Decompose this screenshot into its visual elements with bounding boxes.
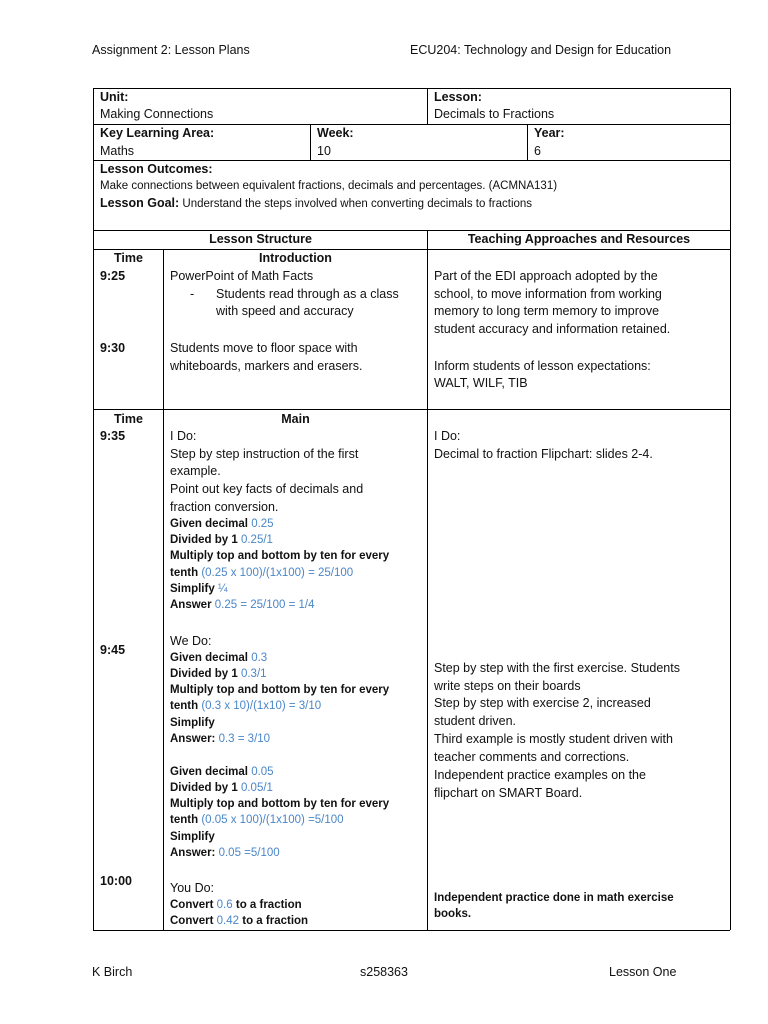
r-line-8: flipchart on SMART Board. (434, 786, 583, 800)
e2-multiply: Multiply top and bottom by ten for every (170, 684, 390, 696)
goal-text: Understand the steps involved when converting decimals to fractions (182, 198, 533, 210)
year-label: Year: (534, 126, 565, 140)
main-title: Main (281, 412, 310, 426)
r-flipchart: Decimal to fraction Flipchart: slides 2-4. (434, 447, 653, 461)
header-right: ECU204: Technology and Design for Education (410, 43, 672, 57)
table-border-bottom (93, 930, 730, 931)
e3-answer: Answer: 0.05 =5/100 (170, 847, 280, 859)
col-divider (427, 230, 428, 930)
ido-label: I Do: (170, 429, 197, 443)
time-935: 9:35 (100, 429, 126, 443)
kla-value: Maths (100, 144, 135, 158)
time-1000: 10:00 (100, 874, 132, 888)
e3-given: Given decimal 0.05 (170, 766, 274, 778)
week-value: 10 (317, 144, 331, 158)
r-line-10: books. (434, 908, 472, 920)
e2-tenth: tenth (0.3 x 10)/(1x10) = 3/10 (170, 700, 322, 712)
lesson-value: Decimals to Fractions (434, 107, 555, 121)
e1-multiply: Multiply top and bottom by ten for every (170, 550, 390, 562)
table-border-left (93, 88, 94, 930)
step-line-2: example. (170, 464, 221, 478)
e2-divided: Divided by 1 0.3/1 (170, 668, 267, 680)
e1-divided: Divided by 1 0.25/1 (170, 534, 273, 546)
r-line-2: write steps on their boards (434, 679, 581, 693)
header-left: Assignment 2: Lesson Plans (92, 43, 250, 57)
outcomes-label: Lesson Outcomes: (100, 162, 213, 176)
unit-label: Unit: (100, 90, 129, 104)
read-line-2: with speed and accuracy (216, 304, 354, 318)
r-line-3: Step by step with exercise 2, increased (434, 696, 651, 710)
e2-answer: Answer: 0.3 = 3/10 (170, 733, 271, 745)
edi-line-3: memory to long term memory to improve (434, 304, 660, 318)
edi-line-4: student accuracy and information retained. (434, 322, 671, 336)
step-line-1: Step by step instruction of the first (170, 447, 359, 461)
week-label: Week: (317, 126, 354, 140)
bullet-dash: - (190, 287, 195, 301)
col-divider (427, 88, 428, 124)
r-line-4: student driven. (434, 714, 516, 728)
point-line-2: fraction conversion. (170, 500, 279, 514)
e3-simplify: Simplify (170, 831, 215, 843)
e1-tenth: tenth (0.25 x 100)/(1x100) = 25/100 (170, 567, 354, 579)
inform-line-1: Inform students of lesson expectations: (434, 359, 651, 373)
footer-right: Lesson One (609, 965, 677, 979)
table-border-right (730, 88, 731, 930)
e2-simplify: Simplify (170, 717, 215, 729)
point-line-1: Point out key facts of decimals and (170, 482, 364, 496)
col-header-structure: Lesson Structure (209, 232, 312, 246)
unit-value: Making Connections (100, 107, 214, 121)
goal-label: Lesson Goal: (100, 196, 180, 210)
row-divider (93, 409, 730, 410)
lesson-label: Lesson: (434, 90, 482, 104)
r-line-5: Third example is mostly student driven with (434, 732, 673, 746)
outcomes-text: Make connections between equivalent fractions, decimals and percentages. (ACMNA131) (100, 180, 558, 192)
youdo-label: You Do: (170, 881, 215, 895)
read-line-1: Students read through as a class (216, 287, 399, 301)
time-945: 9:45 (100, 643, 126, 657)
time-header-main: Time (114, 412, 143, 426)
r-line-1: Step by step with the first exercise. Students (434, 661, 680, 675)
col-divider (527, 124, 528, 160)
floor-line-1: Students move to floor space with (170, 341, 358, 355)
footer-center: s258363 (360, 965, 408, 979)
r-ido-label: I Do: (434, 429, 461, 443)
e1-answer: Answer 0.25 = 25/100 = 1/4 (170, 599, 315, 611)
r-line-9: Independent practice done in math exercise (434, 892, 674, 904)
col-divider (163, 249, 164, 930)
youdo-1: Convert 0.6 to a fraction (170, 899, 302, 911)
e1-simplify: Simplify ¼ (170, 583, 228, 595)
time-header: Time (114, 251, 143, 265)
intro-title: Introduction (259, 251, 332, 265)
year-value: 6 (534, 144, 541, 158)
wedo-label: We Do: (170, 634, 212, 648)
col-divider (310, 124, 311, 160)
youdo-2: Convert 0.42 to a fraction (170, 915, 309, 927)
time-925: 9:25 (100, 269, 126, 283)
r-line-7: Independent practice examples on the (434, 768, 646, 782)
table-border-top (93, 88, 730, 89)
floor-line-2: whiteboards, markers and erasers. (170, 359, 363, 373)
footer-left: K Birch (92, 965, 133, 979)
e3-multiply: Multiply top and bottom by ten for every (170, 798, 390, 810)
time-930: 9:30 (100, 341, 126, 355)
r-line-6: teacher comments and corrections. (434, 750, 630, 764)
col-header-approaches: Teaching Approaches and Resources (467, 232, 691, 246)
e2-given: Given decimal 0.3 (170, 652, 268, 664)
edi-line-2: school, to move information from working (434, 287, 662, 301)
e1-given: Given decimal 0.25 (170, 518, 274, 530)
ppt-text: PowerPoint of Math Facts (170, 269, 314, 283)
edi-line-1: Part of the EDI approach adopted by the (434, 269, 658, 283)
kla-label: Key Learning Area: (100, 126, 215, 140)
e3-tenth: tenth (0.05 x 100)/(1x100) =5/100 (170, 814, 344, 826)
inform-line-2: WALT, WILF, TIB (434, 376, 528, 390)
goal-line (100, 195, 532, 213)
e3-divided: Divided by 1 0.05/1 (170, 782, 273, 794)
